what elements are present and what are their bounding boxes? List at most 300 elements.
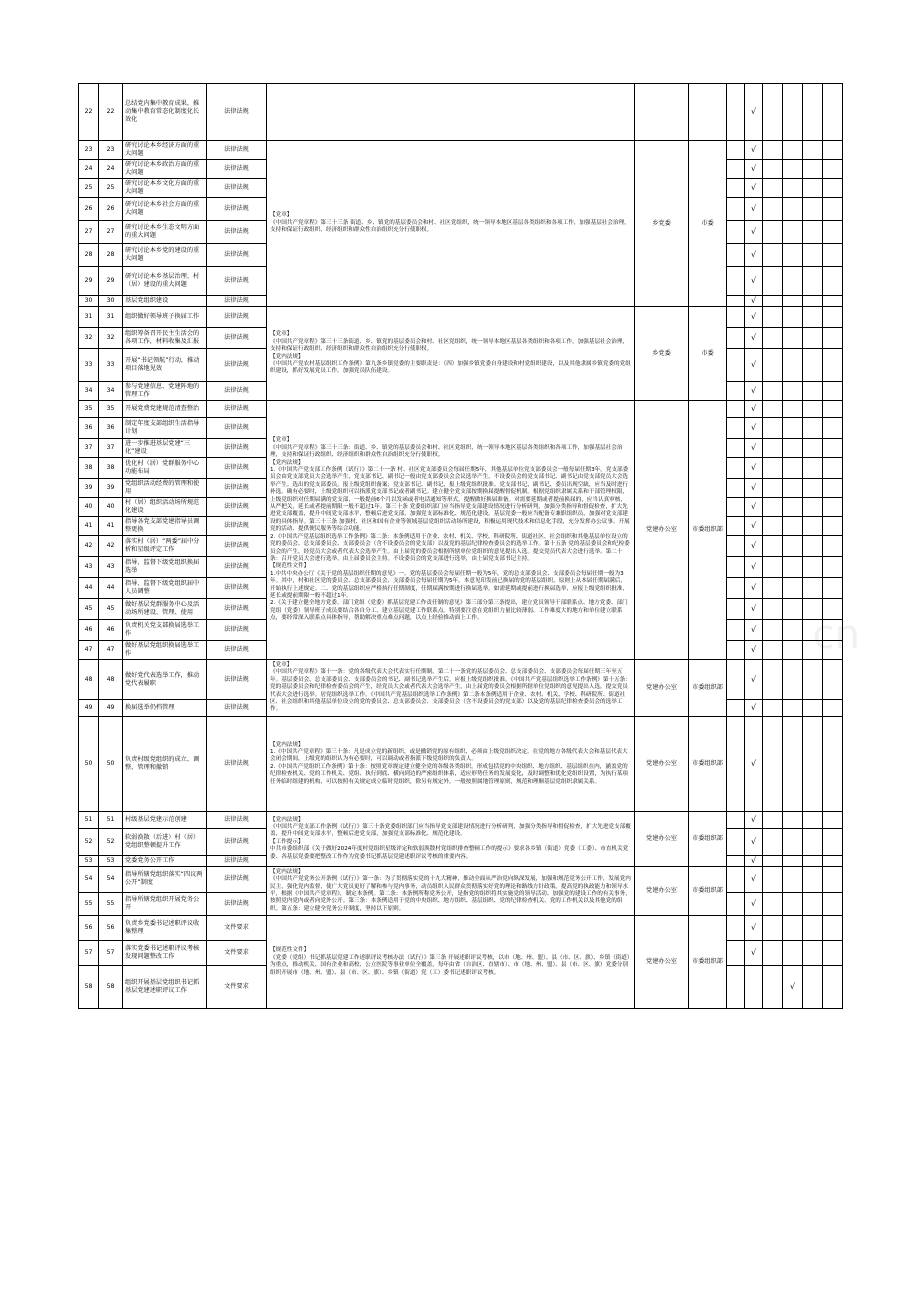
blank-cell	[727, 536, 745, 557]
row-index: 26	[79, 198, 99, 221]
blank-cell	[763, 418, 783, 439]
blank-cell	[763, 641, 783, 660]
blank-cell	[823, 916, 843, 941]
check-mark-b	[783, 620, 803, 641]
blank-cell	[823, 84, 843, 141]
table-body	[79, 84, 843, 1009]
blank-cell	[727, 916, 745, 941]
basis-type: 法律法规	[207, 141, 267, 160]
blank-cell	[763, 267, 783, 296]
basis-type: 法律法规	[207, 349, 267, 382]
basis-type: 法律法规	[207, 458, 267, 479]
blank-cell	[727, 198, 745, 221]
blank-cell	[727, 160, 745, 179]
check-mark-a: √	[745, 458, 763, 479]
item-number: 34	[99, 382, 123, 401]
blank-cell	[823, 479, 843, 498]
blank-cell	[803, 941, 823, 966]
blank-cell	[763, 160, 783, 179]
duty-item: 研究讨论本乡社会方面的重大问题	[123, 198, 207, 221]
duty-item: 负责村级党组织的成立、调整、管理和撤销	[123, 716, 207, 811]
item-number: 36	[99, 418, 123, 439]
blank-cell	[823, 828, 843, 855]
item-number: 39	[99, 479, 123, 498]
blank-cell	[803, 141, 823, 160]
check-mark-b	[783, 458, 803, 479]
basis-type: 法律法规	[207, 716, 267, 811]
duty-item: 研究讨论本乡党的建设的重大问题	[123, 244, 207, 267]
duty-item: 做好基层党群服务中心及活动场所建设、管理、使用	[123, 599, 207, 620]
check-mark-a: √	[745, 84, 763, 141]
blank-cell	[823, 811, 843, 828]
blank-cell	[763, 349, 783, 382]
basis-type: 文件要求	[207, 941, 267, 966]
blank-cell	[803, 84, 823, 141]
check-mark-a: √	[745, 941, 763, 966]
basis-type: 法律法规	[207, 855, 267, 866]
supervising-department: 市委	[689, 307, 727, 401]
check-mark-a: √	[745, 536, 763, 557]
blank-cell	[803, 307, 823, 328]
item-number: 32	[99, 328, 123, 349]
responsible-department: 乡党委	[635, 307, 689, 401]
supervising-department: 市委	[689, 141, 727, 307]
basis-type: 法律法规	[207, 179, 267, 198]
check-mark-a: √	[745, 498, 763, 517]
row-index: 53	[79, 855, 99, 866]
item-number: 35	[99, 401, 123, 418]
table-row	[79, 716, 843, 811]
legal-basis-text: 【党内法规】 1.《中国共产党章程》第三十条：凡是成立党的新组织，或是撤销党的原有组织，必须由上级党组织决定。在党的地方各级代表大会和基层代表大会闭会期间，上级党的组织认为有必要时，可以调动或者指派下级党组织的负责人。 2.《中国共产党组织工作条例》第十条：按照党章规定建立健全党的各级各类组织，形成包括党的中央组织、地方组织、基层组织在内，涵盖党的纪律检查机关、党的工作机关、党组、执行到底、横向到边的严密组织体系，适应形势任务的发展变化，及时调整和优化党组织设置，为执行某项任务临时组建的机构，可以按照有关规定成立临时党组织，除另有规定外，一般按照属地管理原则，规范和理顺基层党组织隶属关系。	[270, 741, 629, 785]
blank-cell	[803, 641, 823, 660]
duty-item: 指导、监督下级党组织换届选举	[123, 557, 207, 578]
check-mark-a: √	[745, 349, 763, 382]
blank-cell	[823, 221, 843, 244]
duty-item: 换届选举仍档管理	[123, 700, 207, 716]
blank-cell	[727, 517, 745, 536]
legal-basis-text: 【党内法规】 《中国共产党支部工作条例（试行）》第三十条党委组织部门应当指导党支部建设情况进行分析研判，加强分类指导和督促检查，扩大先进党支部覆盖，提升中间党支部水平，整顿后进党支部，加强党支部标准化、规范化建设。 【工作提示】 中共市委组织部《关于做好2024年度村党组织星级评定和软弱涣散村党组织排查整顿工作的提示》要求各乡镇（街道）党委（工委）、市直机关党委、各基层党委要把整改工作作为党委书记抓基层党建述职评议考核的重要内容。	[270, 816, 631, 860]
blank-cell	[823, 660, 843, 700]
check-mark-a: √	[745, 716, 763, 811]
item-number: 44	[99, 578, 123, 599]
blank-cell	[823, 855, 843, 866]
blank-cell	[823, 418, 843, 439]
blank-cell	[727, 660, 745, 700]
blank-cell	[763, 966, 783, 1009]
blank-cell	[763, 307, 783, 328]
row-index: 31	[79, 307, 99, 328]
row-index: 37	[79, 439, 99, 458]
duty-item: 负责机关党支部换届选举工作	[123, 620, 207, 641]
item-number: 53	[99, 855, 123, 866]
duty-item: 指导所辖党组织开展党务公开	[123, 892, 207, 916]
row-index: 50	[79, 716, 99, 811]
blank-cell	[763, 439, 783, 458]
blank-cell	[803, 855, 823, 866]
row-index: 47	[79, 641, 99, 660]
blank-cell	[823, 198, 843, 221]
table-row	[79, 84, 843, 141]
blank-cell	[823, 439, 843, 458]
table-row	[79, 866, 843, 892]
supervising-department: 市委组织部	[689, 660, 727, 717]
blank-cell	[727, 418, 745, 439]
duty-item: 村（居）组织活动场所规范化建设	[123, 498, 207, 517]
item-number: 48	[99, 660, 123, 700]
legal-basis	[267, 84, 635, 141]
supervising-department: 市委组织部	[689, 916, 727, 1009]
blank-cell	[803, 267, 823, 296]
basis-type: 法律法规	[207, 418, 267, 439]
blank-cell	[823, 498, 843, 517]
row-index: 24	[79, 160, 99, 179]
blank-cell	[803, 221, 823, 244]
check-mark-a: √	[745, 892, 763, 916]
check-mark-a: √	[745, 855, 763, 866]
blank-cell	[803, 557, 823, 578]
blank-cell	[727, 479, 745, 498]
check-mark-a: √	[745, 244, 763, 267]
blank-cell	[763, 536, 783, 557]
blank-cell	[727, 578, 745, 599]
blank-cell	[803, 198, 823, 221]
check-mark-b: √	[783, 966, 803, 1009]
basis-type: 法律法规	[207, 620, 267, 641]
blank-cell	[727, 439, 745, 458]
blank-cell	[763, 660, 783, 700]
blank-cell	[727, 498, 745, 517]
duty-item: 组织筹备召开民主生活会的各项工作，材料收集及汇报	[123, 328, 207, 349]
basis-type: 法律法规	[207, 578, 267, 599]
duty-item: 村级基层党建示范创建	[123, 811, 207, 828]
basis-type: 法律法规	[207, 517, 267, 536]
blank-cell	[727, 855, 745, 866]
duty-item: 研究讨论本乡基层治理、村（居）建设的重大问题	[123, 267, 207, 296]
row-index: 36	[79, 418, 99, 439]
duty-item: 研究讨论本乡文化方面的重大问题	[123, 179, 207, 198]
check-mark-a: √	[745, 916, 763, 941]
item-number: 57	[99, 941, 123, 966]
check-mark-a: √	[745, 221, 763, 244]
check-mark-b	[783, 498, 803, 517]
basis-type: 法律法规	[207, 267, 267, 296]
legal-basis	[267, 716, 635, 811]
blank-cell	[727, 892, 745, 916]
item-number: 28	[99, 244, 123, 267]
blank-cell	[803, 966, 823, 1009]
check-mark-a: √	[745, 439, 763, 458]
blank-cell	[727, 641, 745, 660]
legal-basis	[267, 916, 635, 1009]
blank-cell	[763, 479, 783, 498]
blank-cell	[803, 479, 823, 498]
check-mark-a: √	[745, 811, 763, 828]
row-index: 38	[79, 458, 99, 479]
blank-cell	[803, 418, 823, 439]
check-mark-b	[783, 641, 803, 660]
check-mark-b	[783, 141, 803, 160]
check-mark-a: √	[745, 418, 763, 439]
responsible-department: 乡党委	[635, 141, 689, 307]
blank-cell	[803, 401, 823, 418]
check-mark-a: √	[745, 160, 763, 179]
blank-cell	[727, 84, 745, 141]
check-mark-a: √	[745, 267, 763, 296]
table-row	[79, 307, 843, 328]
duty-item: 进一步推进基层党建“三化”建设	[123, 439, 207, 458]
basis-type: 文件要求	[207, 916, 267, 941]
blank-cell	[727, 382, 745, 401]
item-number: 24	[99, 160, 123, 179]
duty-item: 软弱涣散（后进）村（居）党组织整顿提升工作	[123, 828, 207, 855]
row-index: 39	[79, 479, 99, 498]
item-number: 45	[99, 599, 123, 620]
check-mark-b	[783, 660, 803, 700]
basis-type: 法律法规	[207, 557, 267, 578]
row-index: 41	[79, 517, 99, 536]
blank-cell	[803, 296, 823, 307]
blank-cell	[823, 244, 843, 267]
row-index: 58	[79, 966, 99, 1009]
check-mark-b	[783, 855, 803, 866]
blank-cell	[763, 941, 783, 966]
responsible-department: 党建办公室	[635, 716, 689, 811]
check-mark-b	[783, 536, 803, 557]
legal-basis	[267, 866, 635, 915]
blank-cell	[763, 599, 783, 620]
check-mark-a	[745, 966, 763, 1009]
check-mark-a: √	[745, 307, 763, 328]
blank-cell	[763, 84, 783, 141]
supervising-department: 市委组织部	[689, 811, 727, 866]
item-number: 27	[99, 221, 123, 244]
basis-type: 法律法规	[207, 866, 267, 892]
check-mark-b	[783, 439, 803, 458]
item-number: 30	[99, 296, 123, 307]
blank-cell	[803, 660, 823, 700]
basis-type: 法律法规	[207, 221, 267, 244]
row-index: 45	[79, 599, 99, 620]
blank-cell	[823, 966, 843, 1009]
check-mark-b	[783, 198, 803, 221]
blank-cell	[823, 296, 843, 307]
duty-item: 组织做好领导班子换届工作	[123, 307, 207, 328]
legal-basis	[267, 660, 635, 717]
basis-type: 法律法规	[207, 296, 267, 307]
legal-basis	[267, 401, 635, 660]
item-number: 33	[99, 349, 123, 382]
row-index: 33	[79, 349, 99, 382]
legal-basis-text: 【党章】 《中国共产党章程》第十一条：党的各级代表大会代表实行任期制。第二十一条党的基层委员会、总支部委员会、支部委员会每届任期三年至五年。基层委员会、总支部委员会、支部委员会的书记、副书记选举产生后，应报上级党组织批准。《中国共产党基层组织选举工作条例》第十五条：党的基层委员会和纪律检查委员会的产生，经党员大会或者代表大会选举产生，由上届党的委员会根据所辖单位党组织的意见提出人选，提交党员代表大会进行选举。居党组织选举工作。《中国共产党基层组织选举工作条例》第二条本条例适用于企业、农村、机关、学校、科研院所、街道社区、社会组织和其他基层单位设立的党的委员会、总支部委员会、支部委员会（含不设委员会的党支部）以及党的基层纪律检查委员会的选举工作。	[270, 662, 631, 713]
blank-cell	[803, 517, 823, 536]
check-mark-a: √	[745, 401, 763, 418]
check-mark-b	[783, 828, 803, 855]
blank-cell	[763, 620, 783, 641]
basis-type: 法律法规	[207, 160, 267, 179]
responsible-department	[635, 84, 689, 141]
blank-cell	[823, 716, 843, 811]
basis-type: 法律法规	[207, 828, 267, 855]
basis-type: 法律法规	[207, 536, 267, 557]
check-mark-b	[783, 479, 803, 498]
legal-basis-text: 【党章】 《中国共产党章程》第三十三条：街道、乡、镇党的基层委员会和村、社区党组织，统一领导本地区基层各类组织和各项工作，加强基层社会治理，支持和保证行政组织、经济组织和群众性自治组织充分行使职权。 【党内法规】 1.《中国共产党支部工作条例（试行）》第二十一条 村、社区党支部委员会每届任期5年，其他基层单位党支部委员会一般每届任期3年。党支部委员会由党支部党员大会选举产生，党支部书记、副书记一般由党支部委员会会议选举产生，不设委员会的党支部书记、副书记由党支部党员大会选举产生。选出的党支部委员，报上级党组织备案；党支部书记、副书记，报上级党组织批准。党支部书记、副书记、委员出现空缺，应当及时进行补选。确有必要时，上级党组织可以指派党支部书记或者副书记。建立健全党支部按期换届提醒督促机制。根据党组织隶属关系和干部管理权限，上级党组织对任期届满的党支部，一般提前6个月以发函或者电话通知等形式，提醒做好换届准备。对需要延期或者提前换届的，应当认真审核，从严把关，延长或者提前期限一般不超过1年。第三十条 党委组织部门应当指导党支部建设情况进行分析研判，加强分类指导和督促检查，扩大先进党支部覆盖，提升中间党支部水平，整顿后进党支部，加强党支部标准化、规范化建设。基层党委一般应当配备专兼职组织员，加强对党支部建设的具体指导。第三十三条 加强村、社区和国有企业等领域基层党组织活动场所建设，积极运用现代技术和信息化手段，充分发挥办公议事、开展党的活动、提供便民服务等综合功能。 2.《中国共产党基层组织选举工作条例》第二条：本条例适用于企业、农村、机关、学校、科研院所、街道社区、社会组织和其他基层单位设立的党的委员会、总支部委员会、支部委员会（含不设委员会的党支部）以及党的基层纪律检查委员会的选举工作。第十五条 党的基层委员会和纪检委员会的产生，经党员大会或者代表大会选举产生。由上届党的委员会根据所辖单位党组织的意见提出人选。提交党员代表大会进行选举。第二十条：召开党员大会进行选举，由上届委员会主持。不设委员会的党支部进行选举，由上届党支部书记主持。 【规范性文件】 1.中共中央办公厅《关于党的基层组织任期的意见》一、党的基层委员会每届任期一般为5年，党的总支部委员会、支部委员会每届任期一般为3年。其中，村和社区党的委员会、总支部委员会、支部委员会每届任期为5年，本意见印发前已换届的党的基层组织，原则上从本届任期届满后，开始执行上述规定。二、党的基层组织应严格执行任期制度，任期届满按期进行换届选举，如需延期或提前进行换届选举，应报上级党组织批准，延长或提前期限一般不超过1年。 2.《关于建立健全地方党委、部门党组（党委）抓基层党建工作责任制的意见》第三部分第三条提出，建立党员领导干部联系点、地方党委、部门党组（党委）领导班子成员要结合各自分工，建立基层党建工作联系点。特别要注意在党组织力量比较薄弱、工作难度大的地方和单位建立联系点，要经常深入联系点具体指导，帮助解决重点难点问题，以点上经验推动面上工作。	[270, 437, 630, 622]
duty-item: 研究讨论本乡经济方面的重大问题	[123, 141, 207, 160]
check-mark-b	[783, 517, 803, 536]
blank-cell	[727, 941, 745, 966]
basis-type: 法律法规	[207, 641, 267, 660]
check-mark-b	[783, 328, 803, 349]
blank-cell	[763, 458, 783, 479]
blank-cell	[803, 536, 823, 557]
basis-type: 法律法规	[207, 811, 267, 828]
legal-basis-text: 【党章】 《中国共产党章程》第三十三条 街道、乡、镇党的基层委员会和村、社区党组织，统一领导本地区基层各类组织和各项工作，加强基层社会治理，支持和保证行政组织、经济组织和群众性自治组织充分行使职权。	[270, 212, 630, 234]
blank-cell	[763, 866, 783, 892]
basis-type: 文件要求	[207, 966, 267, 1009]
blank-cell	[823, 641, 843, 660]
basis-type: 法律法规	[207, 498, 267, 517]
blank-cell	[803, 382, 823, 401]
blank-cell	[763, 221, 783, 244]
duty-item: 指导、监督下级党组织届中人员调整	[123, 578, 207, 599]
blank-cell	[803, 160, 823, 179]
blank-cell	[727, 328, 745, 349]
blank-cell	[823, 458, 843, 479]
blank-cell	[727, 307, 745, 328]
item-number: 58	[99, 966, 123, 1009]
table-row	[79, 401, 843, 418]
check-mark-b	[783, 244, 803, 267]
check-mark-a: √	[745, 578, 763, 599]
responsible-department: 党建办公室	[635, 660, 689, 717]
item-number: 38	[99, 458, 123, 479]
blank-cell	[803, 458, 823, 479]
item-number: 31	[99, 307, 123, 328]
check-mark-a: √	[745, 382, 763, 401]
row-index: 28	[79, 244, 99, 267]
blank-cell	[803, 578, 823, 599]
duty-item: 党委党务公开工作	[123, 855, 207, 866]
row-index: 22	[79, 84, 99, 141]
blank-cell	[763, 328, 783, 349]
supervising-department: 市委组织部	[689, 401, 727, 660]
blank-cell	[727, 141, 745, 160]
row-index: 35	[79, 401, 99, 418]
duty-item: 负责乡党委书记述职评议收集整理	[123, 916, 207, 941]
blank-cell	[823, 536, 843, 557]
check-mark-b	[783, 716, 803, 811]
check-mark-b	[783, 84, 803, 141]
blank-cell	[803, 244, 823, 267]
blank-cell	[727, 267, 745, 296]
check-mark-b	[783, 866, 803, 892]
duty-item: 参与党建信息、党建阵地的管理工作	[123, 382, 207, 401]
blank-cell	[823, 700, 843, 716]
check-mark-a: √	[745, 479, 763, 498]
check-mark-b	[783, 349, 803, 382]
blank-cell	[823, 141, 843, 160]
blank-cell	[823, 382, 843, 401]
item-number: 49	[99, 700, 123, 716]
check-mark-b	[783, 401, 803, 418]
check-mark-b	[783, 811, 803, 828]
check-mark-b	[783, 700, 803, 716]
blank-cell	[823, 328, 843, 349]
blank-cell	[763, 811, 783, 828]
blank-cell	[823, 349, 843, 382]
blank-cell	[803, 599, 823, 620]
blank-cell	[727, 700, 745, 716]
duty-item: 制定年度支部组织生活指导计划	[123, 418, 207, 439]
check-mark-b	[783, 557, 803, 578]
blank-cell	[763, 892, 783, 916]
row-index: 52	[79, 828, 99, 855]
check-mark-a: √	[745, 517, 763, 536]
basis-type: 法律法规	[207, 307, 267, 328]
blank-cell	[823, 892, 843, 916]
supervising-department	[689, 84, 727, 141]
blank-cell	[763, 557, 783, 578]
duty-item: 组织开展基层党组织书记抓基层党建述职评议工作	[123, 966, 207, 1009]
duty-item: 指导所辖党组织落实“四议两公开”制度	[123, 866, 207, 892]
basis-type: 法律法规	[207, 328, 267, 349]
blank-cell	[823, 267, 843, 296]
blank-cell	[823, 557, 843, 578]
basis-type: 法律法规	[207, 599, 267, 620]
check-mark-a: √	[745, 599, 763, 620]
check-mark-a: √	[745, 179, 763, 198]
item-number: 29	[99, 267, 123, 296]
duty-item: 基层党组织建设	[123, 296, 207, 307]
row-index: 57	[79, 941, 99, 966]
blank-cell	[803, 716, 823, 811]
blank-cell	[727, 244, 745, 267]
check-mark-a: √	[745, 328, 763, 349]
duty-item: 做好基层党组织换届选举工作	[123, 641, 207, 660]
duty-item: 优化村（居）党群服务中心功能布局	[123, 458, 207, 479]
check-mark-b	[783, 941, 803, 966]
blank-cell	[823, 599, 843, 620]
check-mark-a: √	[745, 198, 763, 221]
check-mark-a: √	[745, 557, 763, 578]
blank-cell	[727, 620, 745, 641]
blank-cell	[727, 966, 745, 1009]
row-index: 34	[79, 382, 99, 401]
check-mark-b	[783, 307, 803, 328]
blank-cell	[763, 517, 783, 536]
row-index: 42	[79, 536, 99, 557]
blank-cell	[763, 498, 783, 517]
blank-cell	[763, 141, 783, 160]
check-mark-a: √	[745, 296, 763, 307]
item-number: 51	[99, 811, 123, 828]
duty-item: 党组织活动经费的管理和使用	[123, 479, 207, 498]
check-mark-a: √	[745, 700, 763, 716]
row-index: 25	[79, 179, 99, 198]
responsible-department: 党建办公室	[635, 916, 689, 1009]
check-mark-a: √	[745, 660, 763, 700]
row-index: 27	[79, 221, 99, 244]
blank-cell	[823, 941, 843, 966]
item-number: 26	[99, 198, 123, 221]
check-mark-a: √	[745, 141, 763, 160]
responsible-department: 党建办公室	[635, 866, 689, 915]
check-mark-b	[783, 221, 803, 244]
check-mark-b	[783, 418, 803, 439]
blank-cell	[803, 498, 823, 517]
blank-cell	[803, 179, 823, 198]
row-index: 49	[79, 700, 99, 716]
duty-item: 落实村（居）“两委”届中分析和星级评定工作	[123, 536, 207, 557]
